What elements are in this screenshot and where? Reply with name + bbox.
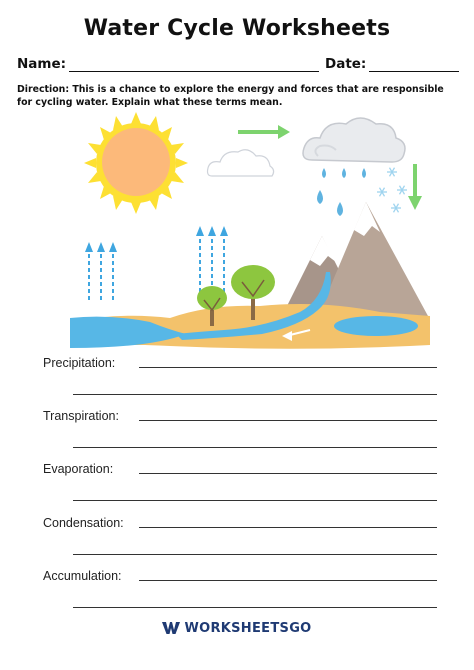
answer-line[interactable] [73, 447, 437, 448]
evaporation-arrows [85, 242, 117, 300]
answer-line[interactable] [139, 367, 437, 368]
term-row-condensation [43, 516, 441, 556]
term-row-accumulation [43, 569, 441, 609]
answer-line[interactable] [139, 473, 437, 474]
snowflake-icon [377, 168, 407, 213]
answer-line[interactable] [73, 554, 437, 555]
arrow-icon [408, 164, 422, 210]
page-title: Water Cycle Worksheets [83, 16, 391, 41]
rain-cloud-icon [303, 118, 405, 162]
direction-text: Direction: This is a chance to explore the energy and forces that are responsible for cycling water. Explain what these terms mean. [17, 84, 444, 108]
term-label: Precipitation: [43, 356, 116, 370]
arrow-icon [238, 125, 290, 139]
cloud-icon [208, 150, 274, 176]
term-label: Transpiration: [43, 409, 119, 423]
name-label: Name: [17, 56, 67, 72]
transpiration-arrows [196, 226, 228, 292]
answer-line[interactable] [139, 580, 437, 581]
brand-text-part1: WORKSHEETS [184, 620, 290, 636]
answer-line[interactable] [139, 420, 437, 421]
term-label: Accumulation: [43, 569, 122, 583]
term-label: Condensation: [43, 516, 124, 530]
term-label: Evaporation: [43, 462, 114, 476]
brand-text [184, 621, 311, 636]
term-row-transpiration [43, 409, 441, 449]
sun-icon [84, 112, 188, 214]
date-label: Date: [325, 56, 367, 72]
term-row-precipitation [43, 356, 441, 396]
mountain-icon [282, 202, 428, 316]
footer-brand [0, 620, 474, 640]
raindrop-icon [317, 168, 366, 216]
answer-line[interactable] [139, 527, 437, 528]
worksheetsgo-logo-icon [162, 621, 180, 635]
lake [334, 316, 418, 336]
answer-line[interactable] [73, 394, 437, 395]
brand-text-part2: GO [289, 620, 312, 636]
answer-line[interactable] [73, 607, 437, 608]
answer-line[interactable] [73, 500, 437, 501]
term-row-evaporation [43, 462, 441, 502]
